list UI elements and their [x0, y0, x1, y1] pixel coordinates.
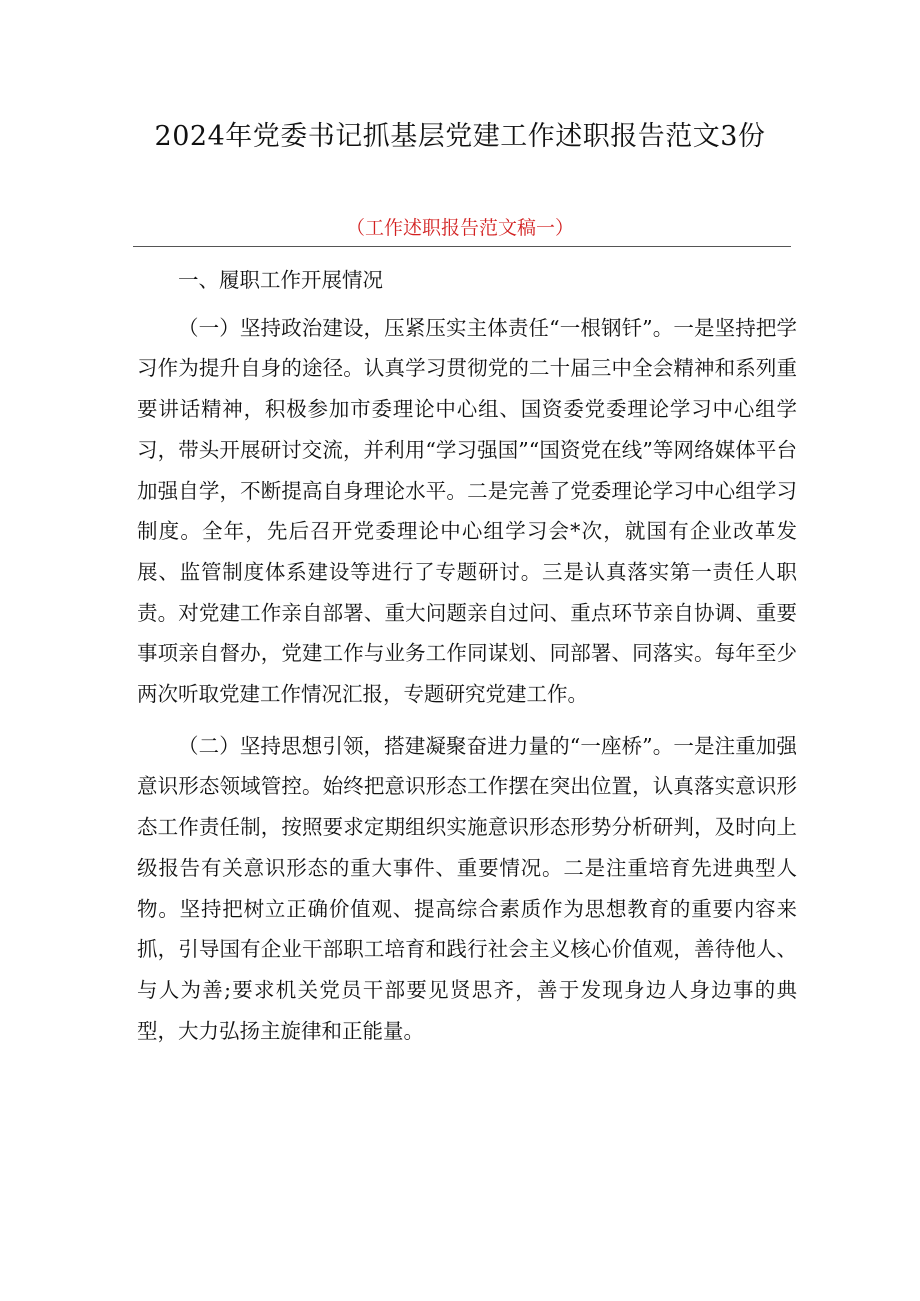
- document-title: 2024年党委书记抓基层党建工作述职报告范文3份: [154, 121, 766, 152]
- section-heading: 一、履职工作开展情况: [178, 268, 383, 292]
- title-divider: [133, 246, 791, 247]
- document-body: [137, 260, 797, 1062]
- document-subtitle: （工作述职报告范文稿一）: [345, 217, 574, 239]
- paragraph-2: （二）坚持思想引领，搭建凝聚奋进力量的“一座桥”。一是注重加强意识形态领域管控。始终把意识形态工作摆在突出位置，认真落实意识形态工作责任制，按照要求定期组织实施意识形态形势分析研判，及时向上级报告有关意识形态的重大事件、重要情况。二是注重培育先进典型人物。坚持把树立正确价值观、提高综合素质作为思想教育的重要内容来抓，引导国有企业干部职工培育和践行社会主义核心价值观，善待他人、与人为善;要求机关党员干部要见贤思齐，善于发现身边人身边事的典型，大力弘扬主旋律和正能量。: [137, 733, 797, 1043]
- paragraph-1: （一）坚持政治建设，压紧压实主体责任“一根钢钎”。一是坚持把学习作为提升自身的途径。认真学习贯彻党的二十届三中全会精神和系列重要讲话精神，积极参加市委理论中心组、国资委党委理论学习中心组学习，带头开展研讨交流，并利用“学习强国”“国资党在线”等网络媒体平台加强自学，不断提高自身理论水平。二是完善了党委理论学习中心组学习制度。全年，先后召开党委理论中心组学习会*次，就国有企业改革发展、监管制度体系建设等进行了专题研讨。三是认真落实第一责任人职责。对党建工作亲自部署、重大问题亲自过问、重点环节亲自协调、重要事项亲自督办，党建工作与业务工作同谋划、同部署、同落实。每年至少两次听取党建工作情况汇报，专题研究党建工作。: [137, 315, 797, 707]
